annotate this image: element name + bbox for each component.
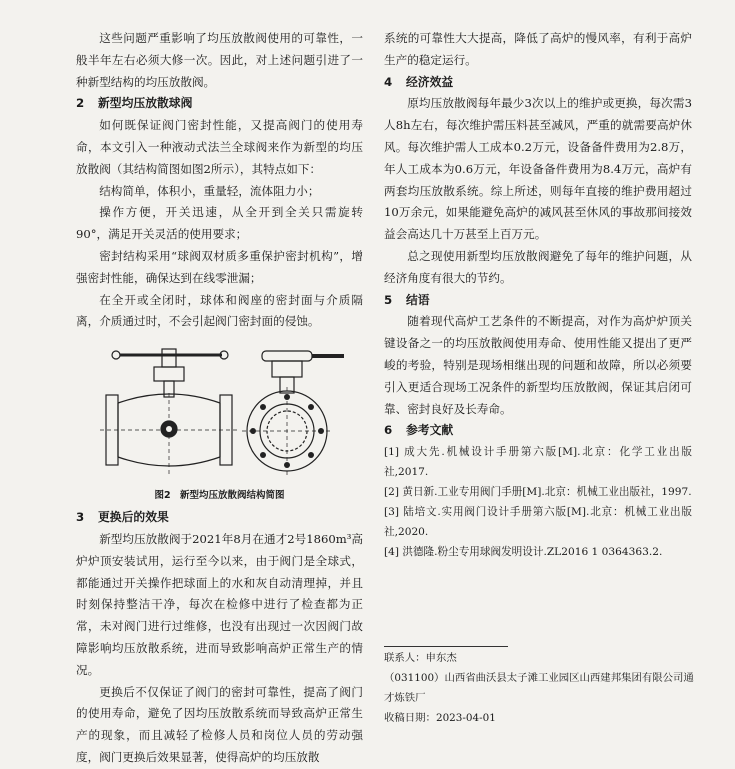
section-number: 5 xyxy=(384,292,393,307)
section-number: 2 xyxy=(76,96,85,111)
paragraph: 操作方便，开关迅速，从全开到全关只需旋转90°，满足开关灵活的使用要求； xyxy=(76,205,363,242)
author-info xyxy=(384,648,696,728)
paragraph: 系统的可靠性大大提高，降低了高炉的慢风率，有利于高炉生产的稳定运行。 xyxy=(384,31,692,67)
section-title: 结语 xyxy=(406,292,430,307)
paragraph: 原均压放散阀每年最少3次以上的维护或更换，每次需3人8h左右，每次维护需压料甚至减风，严重的就需要高炉休风。每次维护需人工成本0.2万元，设备备件费用为2.8万，年人工成本为0.6万元，年设备备件费用为8.4万元，高炉有两套均压放散系统。综上所述，则每年直接的维护费用超过10万余元，如果能避免高炉的减风甚至休风的事故那间接效益会高达几十万甚至上百万元。 xyxy=(384,96,692,242)
left-column xyxy=(76,28,363,769)
paragraph: 这些问题严重影响了均压放散阀使用的可靠性，一般半年左右必须大修一次。因此，对上述问题引进了一种新型结构的均压放散阀。 xyxy=(76,31,363,89)
reference-list xyxy=(384,442,692,562)
received-date: 收稿日期：2023-04-01 xyxy=(384,712,496,724)
section-heading-3 xyxy=(76,507,363,529)
paragraph: 如何既保证阀门密封性能，又提高阀门的使用寿命，本文引入一种液动式法兰全球阀来作为新型的均压放散阀（其结构简图如图2所示），其特点如下： xyxy=(76,118,363,176)
section-title: 更换后的效果 xyxy=(98,510,169,525)
section-heading-4 xyxy=(384,72,692,94)
paragraph: 密封结构采用“球阀双材质多重保护密封机构”，增强密封性能，确保达到在线零泄漏； xyxy=(76,248,363,285)
section-number: 3 xyxy=(76,510,85,525)
paragraph: 结构简单，体积小，重量轻，流体阻力小； xyxy=(99,183,320,198)
section-number: 4 xyxy=(384,74,393,89)
valve-drawing xyxy=(76,337,363,485)
paragraph: 随着现代高炉工艺条件的不断提高，对作为高炉炉顶关键设备之一的均压放散阀使用寿命、使用性能又提出了更严峻的考验，特别是现场相继出现的问题和故障，所以必须要引入更适合现场工况条件的新型均压放散阀，保证其启闭可靠、密封良好及长寿命。 xyxy=(384,314,692,416)
reference-item: [2] 黄日新.工业专用阀门手册[M].北京：机械工业出版社，1997. xyxy=(384,486,692,499)
section-heading-5 xyxy=(384,290,692,312)
paragraph: 新型均压放散阀于2021年8月在通才2号1860m³高炉炉顶安装试用，运行至今以来，由于阀门是全球式，都能通过开关操作把球面上的水和灰自动清理掉，并且时刻保持整洁干净，每次在检修中进行了检查都为正常，未对阀门进行过维修，也没有出现过一次因阀门故障影响均压放散系统，进而导致影响高炉正常生产的情况。 xyxy=(76,531,363,677)
author-address: （031100）山西省曲沃县太子滩工业园区山西建邦集团有限公司通才炼铁厂 xyxy=(384,672,694,704)
section-heading-6 xyxy=(384,420,692,442)
right-column xyxy=(384,28,692,562)
figure-caption: 图2 新型均压放散阀结构简图 xyxy=(154,490,285,502)
valve-structure-figure xyxy=(76,337,363,485)
paragraph: 在全开或全闭时，球体和阀座的密封面与介质隔离，介质通过时，不会引起阀门密封面的侵蚀。 xyxy=(76,292,363,329)
footnote-divider xyxy=(384,646,508,647)
paragraph: 总之现使用新型均压放散阀避免了每年的维护问题，从经济角度有很大的节约。 xyxy=(384,248,692,285)
reference-item: [1] 成大先.机械设计手册第六版[M].北京：化学工业出版社,2017. xyxy=(384,446,692,479)
section-title: 新型均压放散球阀 xyxy=(98,96,193,111)
reference-item: [3] 陆培文.实用阀门设计手册第六版[M].北京：机械工业出版社,2020. xyxy=(384,506,692,539)
section-number: 6 xyxy=(384,423,393,438)
section-title: 经济效益 xyxy=(406,74,454,89)
section-title: 参考文献 xyxy=(406,423,454,438)
reference-item: [4] 洪德隆.粉尘专用球阀发明设计.ZL2016 1 0364363.2. xyxy=(384,546,663,559)
section-heading-2 xyxy=(76,93,363,115)
paragraph: 更换后不仅保证了阀门的密封可靠性，提高了阀门的使用寿命，避免了因均压放散系统而导致高炉正常生产的现象，而且减轻了检修人员和岗位人员的劳动强度，阀门更换后效果显著，使得高炉的均压放散 xyxy=(76,684,363,764)
contact-person: 联系人：申东杰 xyxy=(384,652,457,664)
